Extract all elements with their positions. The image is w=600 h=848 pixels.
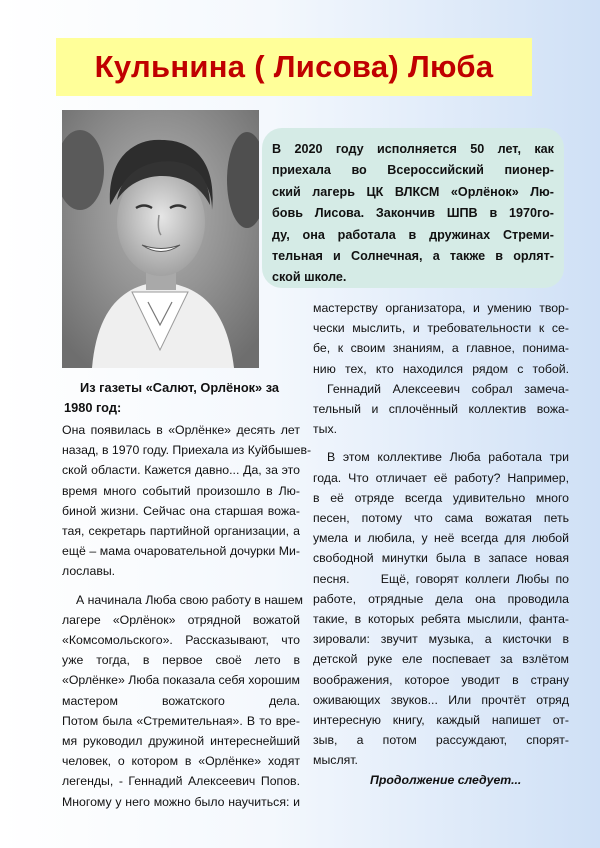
caption-line: Из газеты «Салют, Орлёнок» за — [80, 380, 280, 395]
text-line: Геннадий Алексеевич собрал замеча- — [327, 381, 569, 396]
intro-line: ский лагерь ЦК ВЛКСМ «Орлёнок» Лю- — [272, 184, 554, 199]
text-line: ской области. Кажется давно... Да, за это — [62, 463, 300, 478]
text-line: свободной минутки была в запасе новая — [313, 551, 569, 566]
text-line: умела и любила, у неё всегда для любой — [313, 531, 569, 546]
text-line: тых. — [313, 422, 338, 437]
article-right-column — [313, 298, 569, 771]
text-line: биной жизни. Сейчас она старшая вожа- — [62, 503, 300, 518]
intro-line: бовь Лисова. Закончив ШПВ в 1970го- — [272, 206, 554, 221]
text-line: человек, о котором в «Орлёнке» ходят — [62, 754, 300, 769]
intro-line: ской школе. — [272, 270, 347, 285]
text-line: Потом была «Стремительная». В то вре- — [62, 713, 300, 728]
text-line: «Орлёнке» Люба показала себя хорошим — [62, 673, 300, 688]
text-line: уже тогда, в первое своё лето в — [62, 653, 300, 668]
continuation-note: Продолжение следует... — [370, 773, 522, 787]
intro-callout — [262, 128, 564, 288]
text-line: «Комсомольского». Рассказывают, что — [62, 633, 300, 648]
text-line: ещё – мама очаровательной дочурки Ми- — [62, 544, 300, 559]
text-line: детской руке еле поспевает за взлётом — [313, 652, 569, 667]
article-paragraph — [62, 420, 312, 582]
intro-line: ду, она работала в дружинах Стреми- — [272, 227, 554, 242]
text-line: такие, в которых ребята мыслили, фанта- — [313, 612, 569, 627]
text-line: легенды, - Геннадий Алексеевич Попов. — [62, 774, 300, 789]
text-line: зыв, а потом рассуждают, спорят- — [313, 733, 569, 748]
text-line: Она появилась в «Орлёнке» десять лет — [62, 423, 300, 437]
text-line: В этом коллективе Люба работала три — [327, 450, 569, 465]
portrait-photo-icon — [62, 110, 259, 368]
intro-line: тельная и Солнечная, а также в орлят- — [272, 249, 554, 264]
intro-line: В 2020 году исполняется 50 лет, как — [272, 142, 554, 156]
portrait-photo — [62, 110, 259, 368]
text-line: работе, отрядные дела она проводила — [313, 591, 569, 606]
text-line: песня. Ещё, говорят коллеги Любы по — [313, 571, 569, 586]
article-left-column — [62, 420, 312, 812]
intro-line: приехала во Всероссийский пионер- — [272, 163, 554, 178]
text-line: песен, потому что сама вожатая петь — [313, 511, 569, 526]
text-line: назад, в 1970 году. Приехала из Куйбышев- — [62, 443, 312, 458]
text-line: мя руководил дружиной интереснейший — [62, 734, 300, 749]
text-line: тая, секретарь партийной организации, а — [62, 524, 300, 539]
text-line: чески мыслить, и требовательности к се- — [313, 321, 569, 336]
text-line: бе, к своим знаниям, а главное, понима- — [313, 341, 569, 356]
text-line: лагере «Орлёнок» отрядной вожатой — [62, 612, 300, 627]
text-line: нию тех, кто находился рядом с тобой. — [313, 361, 569, 376]
text-line: зировали: звучит музыка, а кисточки в — [313, 632, 569, 647]
text-line: интересную книгу, каждый напишет от- — [313, 713, 569, 728]
article-paragraph — [313, 298, 569, 379]
text-line: время много событий произошло в Лю- — [62, 483, 300, 498]
article-paragraph — [313, 379, 569, 440]
source-caption — [64, 378, 286, 418]
text-line: мыслят. — [313, 753, 358, 768]
text-line: мастером вожатского дела. — [62, 693, 300, 708]
text-line: оживающих звуков... Или прочтёт отряд — [313, 692, 569, 707]
text-line: года. Что отличает её работу? Например, — [313, 470, 569, 485]
page-title: Кульнина ( Лисова) Люба — [94, 49, 494, 84]
text-line: А начинала Люба свою работу в нашем — [76, 592, 304, 607]
text-line: лославы. — [62, 564, 116, 579]
article-paragraph — [313, 447, 569, 770]
article-paragraph — [62, 590, 304, 812]
text-line: воображения, которое уводит в страну — [313, 672, 569, 687]
text-line: Многому у него можно было научиться: и — [62, 794, 300, 809]
text-line: тельный и сплочённый коллектив вожа- — [313, 402, 569, 417]
text-line: в её отряде всегда удивительно много — [313, 490, 569, 505]
text-line: мастерству организатора, и умению твор- — [313, 301, 569, 315]
caption-line: 1980 год: — [64, 400, 122, 415]
title-banner — [56, 38, 532, 96]
